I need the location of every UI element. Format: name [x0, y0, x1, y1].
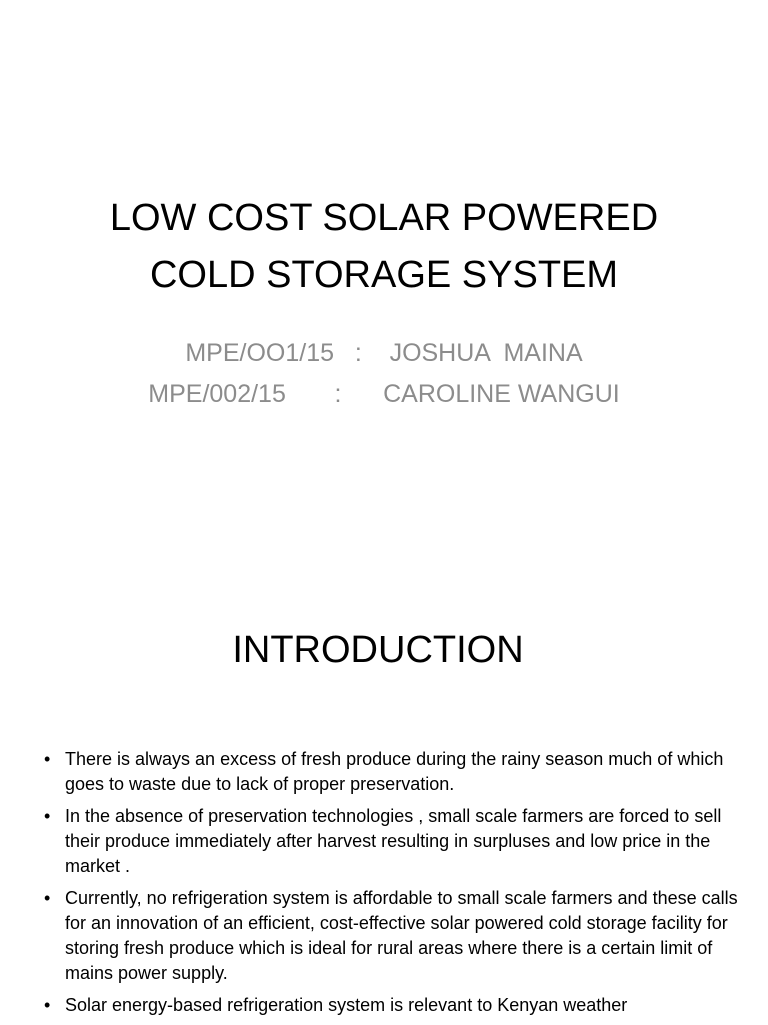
author-line-1: MPE/OO1/15 : JOSHUA MAINA	[185, 339, 583, 367]
bullet-item-3: • Currently, no refrigeration system is affordable to small scale farmers and these calls for an innovation of an efficient, cost-effective solar powered cold storage facility for storing fresh produce which is ideal for rural areas where there is a certain limit of mains power supply.	[44, 886, 744, 986]
bullet-item-1: • There is always an excess of fresh produce during the rainy season much of which goes to waste due to lack of proper preservation.	[44, 747, 744, 797]
author-line-2: MPE/002/15 : CAROLINE WANGUI	[148, 380, 620, 408]
title-line-2: COLD STORAGE SYSTEM	[149, 254, 619, 296]
bullet-item-4: • Solar energy-based refrigeration system is relevant to Kenyan weather	[44, 993, 744, 1018]
bullet-item-2: • In the absence of preservation technologies , small scale farmers are forced to sell their produce immediately after harvest resulting in surpluses and low price in the market .	[44, 804, 744, 879]
introduction-heading: INTRODUCTION	[232, 629, 524, 671]
slide-title	[0, 190, 768, 304]
introduction-bullet-list	[44, 747, 744, 1025]
title-line-1: LOW COST SOLAR POWERED	[109, 197, 659, 239]
author-list	[0, 333, 768, 415]
